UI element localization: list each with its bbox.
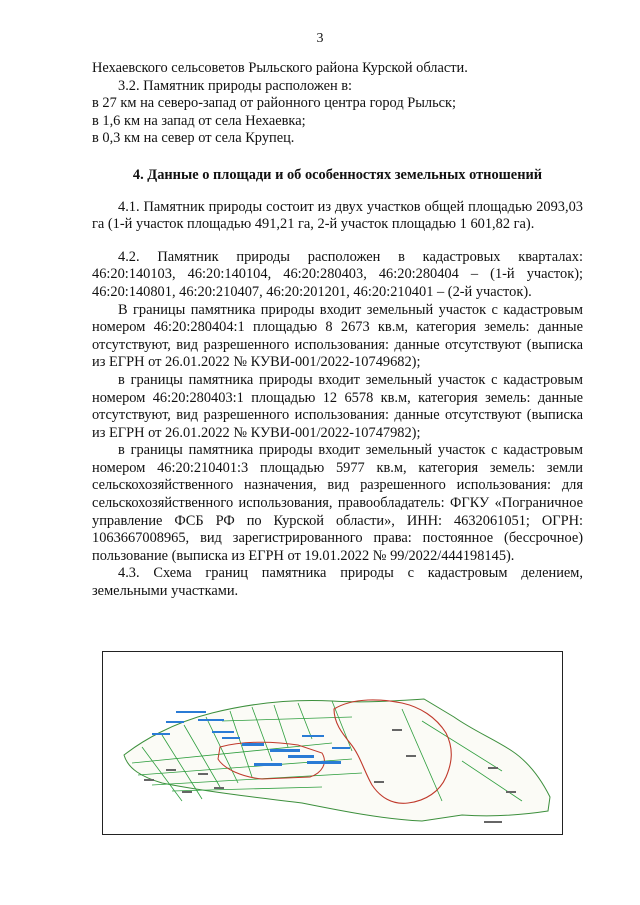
cadastral-scheme-map — [102, 651, 563, 835]
paragraph-parcel-2: в границы памятника природы входит земельный участок с кадастровым номером 46:20:280403:1 площадью 12 6578 кв.м, категория земель: данные отсутствуют, вид разрешенного использования: данные отсутствуют (выписка из ЕГРН от 26.01.2022 № КУВИ-001/2022-10747982); — [92, 371, 583, 441]
paragraph-parcel-3: в границы памятника природы входит земельный участок с кадастровым номером 46:20:210401:3 площадью 5977 кв.м, категория земель: земли сельскохозяйственного назначения, вид разрешенного использования: для сельскохозяйственного использования, правообладатель: ФГКУ «Пограничное управление ФСБ РФ по Курской области», ИНН: 4632061051; ОГРН: 1063667008965, вид зарегистрированного права: постоянное (бессрочное) пользование (выписка из ЕГРН от 19.01.2022 № 99/2022/444198145). — [92, 442, 583, 564]
text-line: в 0,3 км на север от села Крупец. — [92, 130, 295, 147]
document-body — [92, 60, 583, 601]
paragraph-4-3: 4.3. Схема границ памятника природы с кадастровым делением, земельными участками. — [92, 565, 583, 600]
page-number: 3 — [316, 31, 324, 46]
section-3-2: 3.2. Памятник природы расположен в: — [118, 77, 353, 94]
section-heading: 4. Данные о площади и об особенностях земельных отношений — [132, 166, 543, 183]
text-line: Нехаевского сельсоветов Рыльского района Курской области. — [92, 60, 468, 76]
paragraph-parcel-1: В границы памятника природы входит земельный участок с кадастровым номером 46:20:280404:1 площадью 8 2673 кв.м, категория земель: данные отсутствуют, вид разрешенного использования: данные отсутствуют (выписка из ЕГРН от 26.01.2022 № КУВИ-001/2022-10749682); — [92, 301, 583, 371]
paragraph-4-2: 4.2. Памятник природы расположен в кадастровых кварталах: 46:20:140103, 46:20:140104, 46:20:280403, 46:20:280404 – (1-й участок); 46:20:140801, 46:20:210407, 46:20:201201, 46:20:210401 – (2-й участок). — [92, 248, 583, 300]
paragraph-4-1: 4.1. Памятник природы состоит из двух участков общей площадью 2093,03 га (1-й участок площадью 491,21 га, 2-й участок площадью 1 601,82 га). — [92, 198, 583, 233]
text-line: в 27 км на северо-запад от районного центра город Рыльск; — [92, 95, 457, 112]
text-line: в 1,6 км на запад от села Нехаевка; — [92, 112, 306, 129]
